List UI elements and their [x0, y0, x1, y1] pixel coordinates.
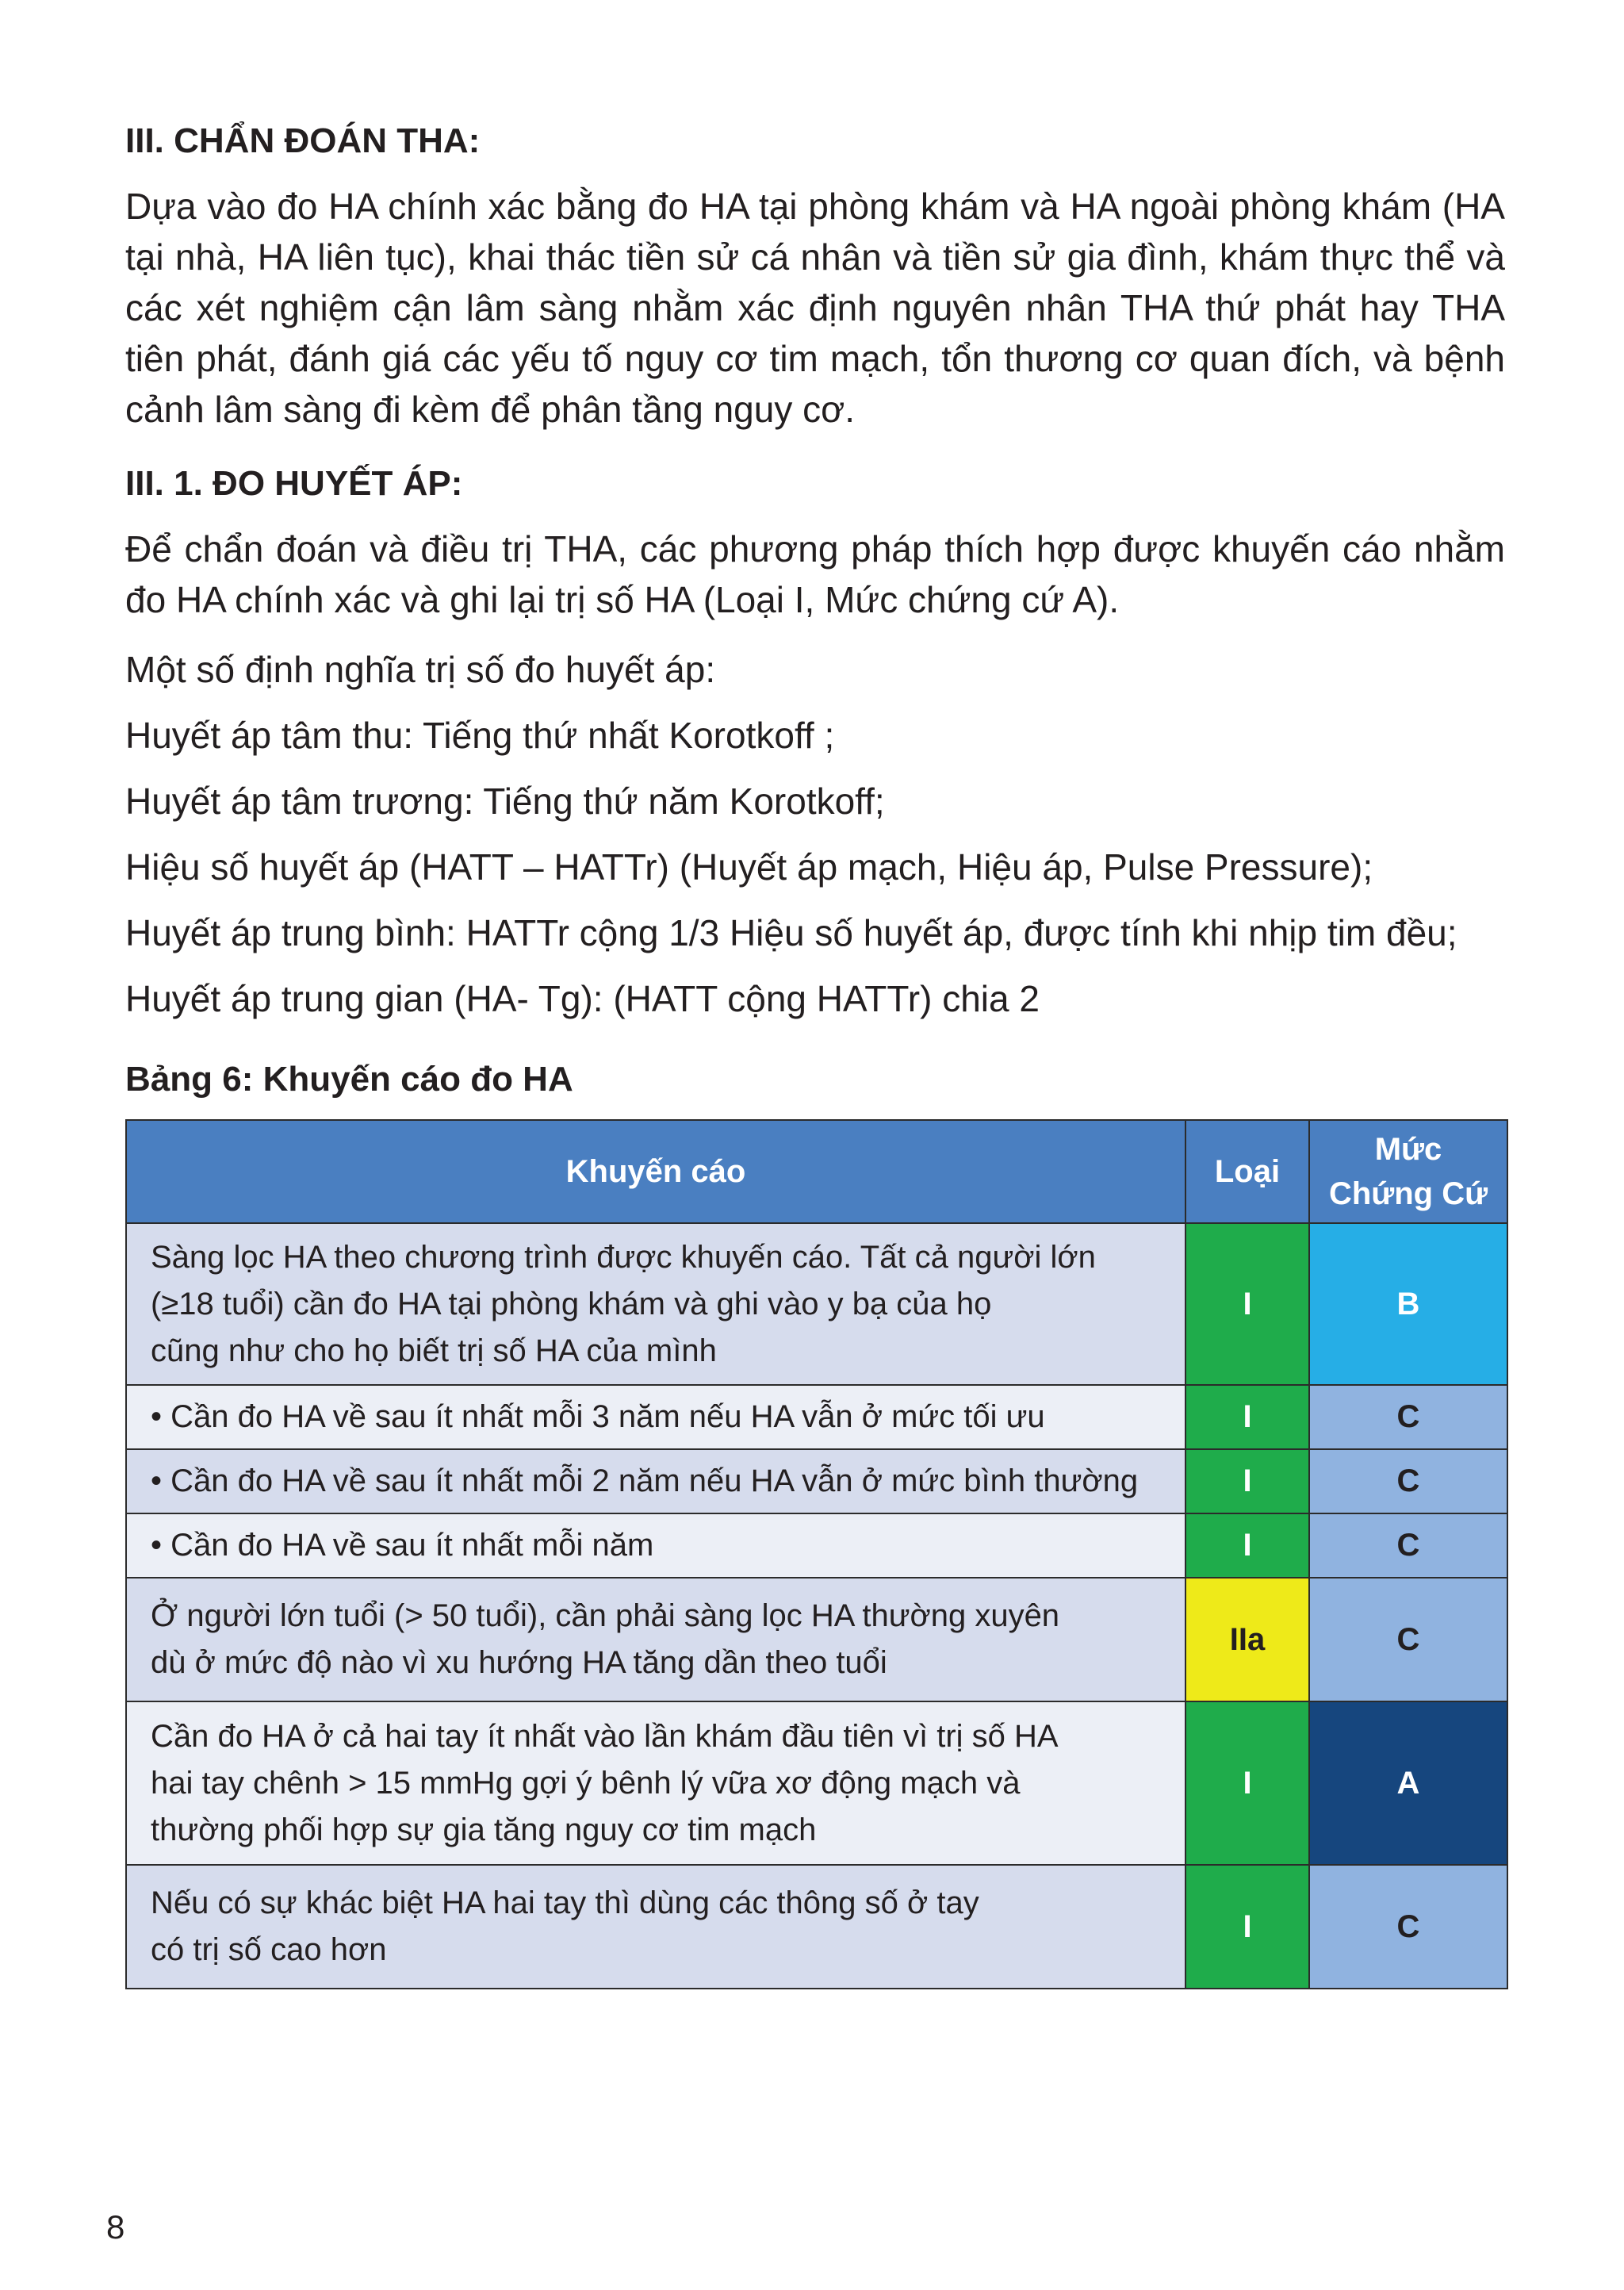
class-cell: I [1185, 1865, 1309, 1989]
level-cell: C [1309, 1578, 1507, 1701]
recommendation-cell [126, 1578, 1185, 1701]
level-cell: B [1309, 1223, 1507, 1385]
subsection-heading: III. 1. ĐO HUYẾT ÁP: [125, 464, 463, 503]
page-number: 8 [106, 2208, 125, 2246]
recommendation-line: Cần đo HA ở cả hai tay ít nhất vào lần khám đầu tiên vì trị số HA [151, 1718, 1059, 1754]
recommendation-line: • Cần đo HA về sau ít nhất mỗi 3 năm nếu HA vẫn ở mức tối ưu [151, 1399, 1045, 1434]
recommendation-line: • Cần đo HA về sau ít nhất mỗi 2 năm nếu HA vẫn ở mức bình thường [151, 1463, 1139, 1498]
section-paragraph: Dựa vào đo HA chính xác bằng đo HA tại phòng khám và HA ngoài phòng khám (HA tại nhà, HA liên tục), khai thác tiền sử cá nhân và tiền sử gia đình, khám thực thể và các xét nghiệm cận lâm sàng nhằm xác định nguyên nhân THA thứ phát hay THA tiên phát, đánh giá các yếu tố nguy cơ tim mạch, tổn thương cơ quan đích, và bệnh cảnh lâm sàng đi kèm để phân tầng nguy cơ. [125, 186, 1505, 430]
level-cell: C [1309, 1449, 1507, 1513]
table-row [126, 1701, 1507, 1865]
table-row [126, 1223, 1507, 1385]
table-row [126, 1449, 1507, 1513]
header-recommendation: Khuyến cáo [126, 1120, 1185, 1223]
recommendation-line: • Cần đo HA về sau ít nhất mỗi năm [151, 1528, 654, 1563]
recommendation-table [125, 1119, 1508, 1989]
table-row [126, 1578, 1507, 1701]
recommendation-line: Nếu có sự khác biệt HA hai tay thì dùng các thông số ở tay [151, 1885, 979, 1920]
document-page [125, 119, 1505, 1989]
recommendation-cell [126, 1449, 1185, 1513]
recommendation-line: dù ở mức độ nào vì xu hướng HA tăng dần theo tuổi [151, 1645, 887, 1680]
recommendation-line: (≥18 tuổi) cần đo HA tại phòng khám và ghi vào y bạ của họ [151, 1286, 992, 1321]
table-row [126, 1385, 1507, 1449]
table-row [126, 1865, 1507, 1989]
recommendation-cell [126, 1701, 1185, 1865]
class-cell: I [1185, 1701, 1309, 1865]
level-cell: C [1309, 1385, 1507, 1449]
definition-item: Huyết áp trung gian (HA- Tg): (HATT cộng HATTr) chia 2 [125, 978, 1040, 1019]
subsection-paragraph: Để chẩn đoán và điều trị THA, các phương pháp thích hợp được khuyến cáo nhằm đo HA chính xác và ghi lại trị số HA (Loại I, Mức chứng cứ A). [125, 528, 1505, 620]
section-heading: III. CHẨN ĐOÁN THA: [125, 121, 481, 160]
level-cell: A [1309, 1701, 1507, 1865]
recommendation-line: Ở người lớn tuổi (> 50 tuổi), cần phải sàng lọc HA thường xuyên [151, 1598, 1060, 1633]
recommendation-cell [126, 1865, 1185, 1989]
class-cell: I [1185, 1513, 1309, 1578]
recommendation-cell [126, 1385, 1185, 1449]
recommendation-line: Sàng lọc HA theo chương trình được khuyến cáo. Tất cả người lớn [151, 1239, 1096, 1275]
definition-list [125, 644, 1505, 1024]
header-level-line1: Mức [1374, 1132, 1442, 1167]
level-cell: C [1309, 1513, 1507, 1578]
table-row [126, 1513, 1507, 1578]
recommendation-line: cũng như cho họ biết trị số HA của mình [151, 1333, 717, 1368]
header-level-line2: Chứng Cứ [1328, 1176, 1488, 1211]
level-cell: C [1309, 1865, 1507, 1989]
table-body [126, 1223, 1507, 1989]
definition-item: Huyết áp tâm trương: Tiếng thứ năm Korotkoff; [125, 781, 885, 822]
recommendation-line: thường phối hợp sự gia tăng nguy cơ tim mạch [151, 1812, 817, 1847]
definition-item: Huyết áp tâm thu: Tiếng thứ nhất Korotkoff ; [125, 715, 835, 756]
table-header-row [126, 1120, 1507, 1223]
recommendation-line: hai tay chênh > 15 mmHg gợi ý bênh lý vữa xơ động mạch và [151, 1765, 1021, 1801]
class-cell: I [1185, 1223, 1309, 1385]
header-level [1309, 1120, 1507, 1223]
recommendation-cell [126, 1223, 1185, 1385]
header-class: Loại [1185, 1120, 1309, 1223]
recommendation-line: có trị số cao hơn [151, 1932, 387, 1967]
definition-intro: Một số định nghĩa trị số đo huyết áp: [125, 649, 716, 690]
class-cell: I [1185, 1449, 1309, 1513]
class-cell: IIa [1185, 1578, 1309, 1701]
class-cell: I [1185, 1385, 1309, 1449]
table-caption: Bảng 6: Khuyến cáo đo HA [125, 1060, 573, 1099]
definition-item: Huyết áp trung bình: HATTr cộng 1/3 Hiệu số huyết áp, được tính khi nhịp tim đều; [125, 912, 1457, 953]
recommendation-cell [126, 1513, 1185, 1578]
definition-item: Hiệu số huyết áp (HATT – HATTr) (Huyết áp mạch, Hiệu áp, Pulse Pressure); [125, 846, 1373, 888]
